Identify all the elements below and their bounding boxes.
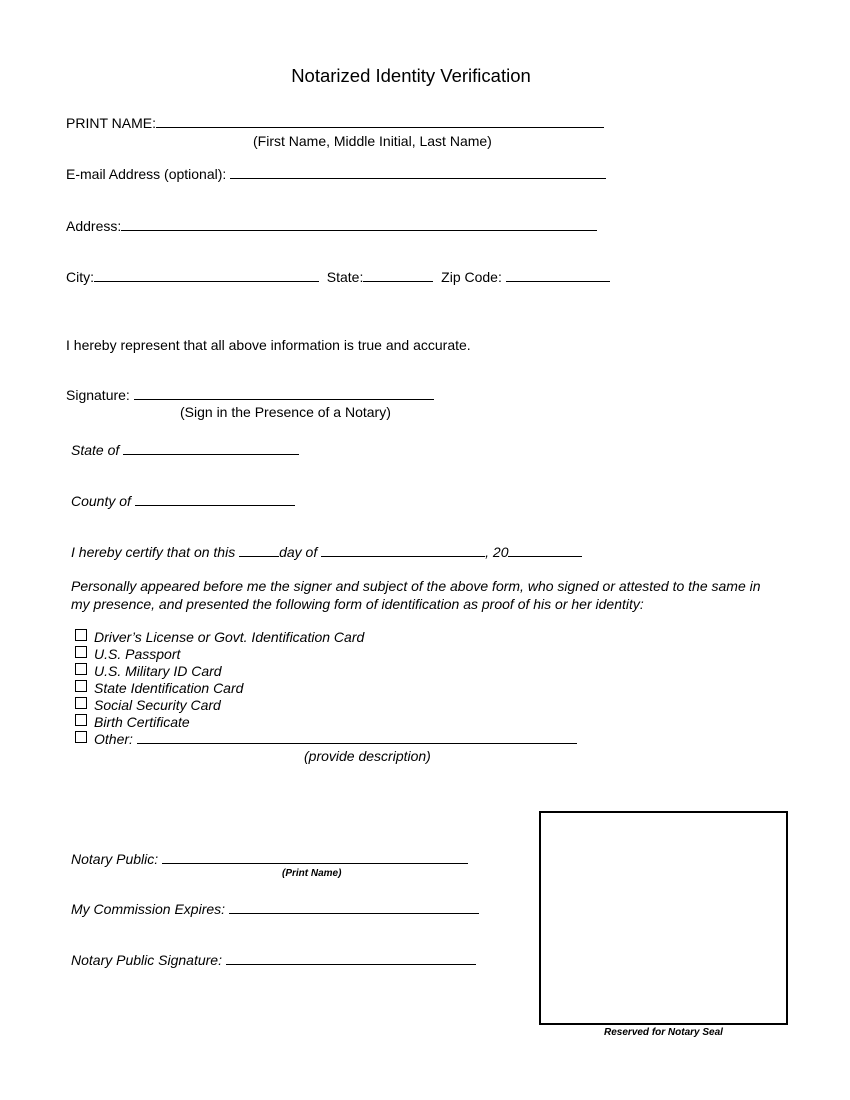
state-label: State: (326, 269, 364, 285)
state-of-label: State of (71, 442, 120, 458)
notary-signature-row (71, 952, 476, 969)
drivers-license-label: Driver’s License or Govt. Identification Card (94, 629, 365, 645)
notary-signature-field[interactable] (226, 952, 476, 965)
certify-day-label: day of (279, 544, 318, 560)
state-field[interactable] (363, 269, 433, 282)
accuracy-statement: I hereby represent that all above information is true and accurate. (66, 337, 471, 353)
notary-print-name-caption: (Print Name) (282, 868, 342, 879)
city-label: City: (66, 269, 94, 285)
other-description-field[interactable] (137, 731, 577, 744)
print-name-row (66, 115, 604, 132)
address-label: Address: (66, 218, 122, 234)
drivers-license-checkbox[interactable] (75, 629, 87, 641)
other-caption: (provide description) (304, 748, 431, 764)
state-of-row (71, 442, 299, 459)
other-row (94, 731, 577, 748)
zip-field[interactable] (506, 269, 610, 282)
birth-certificate-checkbox[interactable] (75, 714, 87, 726)
certify-day-field[interactable] (239, 544, 279, 557)
commission-row (71, 901, 479, 918)
notary-seal-box (539, 811, 788, 1025)
other-checkbox[interactable] (75, 731, 87, 743)
email-field[interactable] (230, 166, 606, 179)
certify-year-label: , 20 (485, 544, 509, 560)
other-label: Other: (94, 731, 133, 747)
notary-seal-caption: Reserved for Notary Seal (604, 1027, 723, 1038)
county-of-row (71, 493, 295, 510)
certify-row (71, 544, 582, 561)
signature-row (66, 387, 434, 404)
commission-label: My Commission Expires: (71, 901, 226, 917)
passport-label: U.S. Passport (94, 646, 181, 662)
print-name-label: PRINT NAME: (66, 115, 156, 131)
signature-label: Signature: (66, 387, 130, 403)
military-id-label: U.S. Military ID Card (94, 663, 222, 679)
zip-label: Zip Code: (441, 269, 502, 285)
notary-public-field[interactable] (162, 851, 468, 864)
social-security-label: Social Security Card (94, 697, 221, 713)
certify-month-field[interactable] (321, 544, 485, 557)
print-name-field[interactable] (156, 115, 604, 128)
birth-certificate-label: Birth Certificate (94, 714, 190, 730)
military-id-checkbox[interactable] (75, 663, 87, 675)
city-field[interactable] (94, 269, 319, 282)
signature-caption: (Sign in the Presence of a Notary) (180, 404, 391, 420)
certify-year-field[interactable] (508, 544, 582, 557)
social-security-checkbox[interactable] (75, 697, 87, 709)
notary-signature-label: Notary Public Signature: (71, 952, 222, 968)
notary-public-label: Notary Public: (71, 851, 159, 867)
county-of-label: County of (71, 493, 131, 509)
state-id-label: State Identification Card (94, 680, 244, 696)
signature-field[interactable] (134, 387, 434, 400)
state-of-field[interactable] (123, 442, 299, 455)
city-state-zip-row (66, 269, 610, 286)
email-row (66, 166, 606, 183)
page-title: Notarized Identity Verification (291, 65, 531, 86)
print-name-caption: (First Name, Middle Initial, Last Name) (253, 133, 492, 149)
county-of-field[interactable] (135, 493, 295, 506)
notary-public-row (71, 851, 468, 868)
commission-field[interactable] (229, 901, 479, 914)
address-row (66, 218, 597, 235)
appeared-paragraph: Personally appeared before me the signer and subject of the above form, who signed or attested to the same in my presence, and presented the following form of identification as proof of his or her identity: (71, 578, 761, 612)
passport-checkbox[interactable] (75, 646, 87, 658)
certify-prefix: I hereby certify that on this (71, 544, 236, 560)
email-label: E-mail Address (optional): (66, 166, 227, 182)
state-id-checkbox[interactable] (75, 680, 87, 692)
address-field[interactable] (121, 218, 597, 231)
